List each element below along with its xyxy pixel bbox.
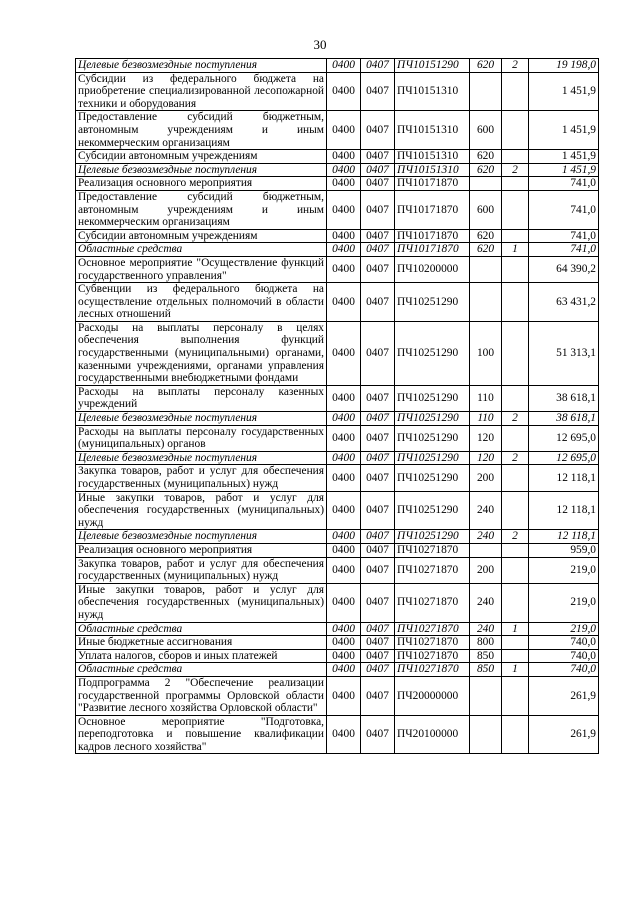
- ministry-code-cell: 0400: [327, 715, 361, 754]
- funding-source-cell: [502, 321, 529, 385]
- expense-type-cell: 120: [470, 425, 502, 451]
- ministry-code-cell: 0400: [327, 59, 361, 73]
- expense-type-cell: [470, 715, 502, 754]
- target-article-cell: ПЧ10271870: [395, 636, 470, 650]
- table-row: [76, 163, 599, 177]
- target-article-cell: ПЧ10271870: [395, 583, 470, 622]
- ministry-code-cell: 0400: [327, 190, 361, 229]
- funding-source-cell: [502, 177, 529, 191]
- item-name-cell: Расходы на выплаты персоналу казенных учреждений: [76, 385, 327, 411]
- funding-source-cell: [502, 150, 529, 164]
- target-article-cell: ПЧ10251290: [395, 465, 470, 491]
- amount-cell: 51 313,1: [529, 321, 599, 385]
- expense-type-cell: 100: [470, 321, 502, 385]
- funding-source-cell: [502, 557, 529, 583]
- funding-source-cell: 1: [502, 663, 529, 677]
- amount-cell: 261,9: [529, 715, 599, 754]
- amount-cell: 12 695,0: [529, 425, 599, 451]
- table-row: [76, 321, 599, 385]
- item-name-cell: Целевые безвозмездные поступления: [76, 530, 327, 544]
- table-row: [76, 243, 599, 257]
- ministry-code-cell: 0400: [327, 636, 361, 650]
- amount-cell: 1 451,9: [529, 111, 599, 150]
- ministry-code-cell: 0400: [327, 583, 361, 622]
- expense-type-cell: 620: [470, 243, 502, 257]
- ministry-code-cell: 0400: [327, 465, 361, 491]
- item-name-cell: Иные бюджетные ассигнования: [76, 636, 327, 650]
- item-name-cell: Целевые безвозмездные поступления: [76, 163, 327, 177]
- table-row: [76, 663, 599, 677]
- funding-source-cell: [502, 256, 529, 282]
- funding-source-cell: [502, 543, 529, 557]
- expense-type-cell: 850: [470, 663, 502, 677]
- expense-type-cell: [470, 72, 502, 111]
- expense-type-cell: 240: [470, 491, 502, 530]
- funding-source-cell: [502, 72, 529, 111]
- section-code-cell: 0407: [361, 163, 395, 177]
- section-code-cell: 0407: [361, 583, 395, 622]
- ministry-code-cell: 0400: [327, 163, 361, 177]
- item-name-cell: Основное мероприятие "Подготовка, переподготовка и повышение квалификации кадров лесного хозяйства": [76, 715, 327, 754]
- ministry-code-cell: 0400: [327, 491, 361, 530]
- target-article-cell: ПЧ10151290: [395, 59, 470, 73]
- section-code-cell: 0407: [361, 111, 395, 150]
- amount-cell: 740,0: [529, 636, 599, 650]
- item-name-cell: Предоставление субсидий бюджетным, автономным учреждениям и иным некоммерческим организациям: [76, 111, 327, 150]
- expense-type-cell: 850: [470, 649, 502, 663]
- target-article-cell: ПЧ20100000: [395, 715, 470, 754]
- ministry-code-cell: 0400: [327, 451, 361, 465]
- expense-type-cell: [470, 177, 502, 191]
- table-row: [76, 177, 599, 191]
- section-code-cell: 0407: [361, 283, 395, 322]
- funding-source-cell: 2: [502, 163, 529, 177]
- table-row: [76, 557, 599, 583]
- expense-type-cell: 240: [470, 583, 502, 622]
- target-article-cell: ПЧ10271870: [395, 557, 470, 583]
- table-row: [76, 256, 599, 282]
- amount-cell: 741,0: [529, 190, 599, 229]
- target-article-cell: ПЧ10271870: [395, 649, 470, 663]
- section-code-cell: 0407: [361, 425, 395, 451]
- section-code-cell: 0407: [361, 715, 395, 754]
- budget-rows: [76, 59, 599, 754]
- table-row: [76, 150, 599, 164]
- ministry-code-cell: 0400: [327, 150, 361, 164]
- item-name-cell: Областные средства: [76, 622, 327, 636]
- section-code-cell: 0407: [361, 229, 395, 243]
- section-code-cell: 0407: [361, 385, 395, 411]
- funding-source-cell: [502, 636, 529, 650]
- amount-cell: 741,0: [529, 243, 599, 257]
- table-row: [76, 425, 599, 451]
- item-name-cell: Подпрограмма 2 "Обеспечение реализации государственной программы Орловской области "Развитие лесного хозяйства Орловской области": [76, 676, 327, 715]
- page-number: 30: [313, 37, 327, 52]
- target-article-cell: ПЧ10271870: [395, 622, 470, 636]
- amount-cell: 1 451,9: [529, 163, 599, 177]
- amount-cell: 12 118,1: [529, 530, 599, 544]
- amount-cell: 64 390,2: [529, 256, 599, 282]
- expense-type-cell: 200: [470, 557, 502, 583]
- funding-source-cell: 2: [502, 59, 529, 73]
- amount-cell: 38 618,1: [529, 385, 599, 411]
- table-row: [76, 412, 599, 426]
- section-code-cell: 0407: [361, 557, 395, 583]
- target-article-cell: ПЧ10171870: [395, 177, 470, 191]
- amount-cell: 38 618,1: [529, 412, 599, 426]
- section-code-cell: 0407: [361, 150, 395, 164]
- budget-table: [75, 58, 599, 754]
- table-row: [76, 283, 599, 322]
- section-code-cell: 0407: [361, 190, 395, 229]
- section-code-cell: 0407: [361, 543, 395, 557]
- funding-source-cell: [502, 425, 529, 451]
- amount-cell: 19 198,0: [529, 59, 599, 73]
- section-code-cell: 0407: [361, 72, 395, 111]
- target-article-cell: ПЧ10271870: [395, 543, 470, 557]
- ministry-code-cell: 0400: [327, 256, 361, 282]
- section-code-cell: 0407: [361, 530, 395, 544]
- ministry-code-cell: 0400: [327, 177, 361, 191]
- amount-cell: 741,0: [529, 177, 599, 191]
- funding-source-cell: 2: [502, 530, 529, 544]
- target-article-cell: ПЧ10251290: [395, 491, 470, 530]
- table-row: [76, 229, 599, 243]
- section-code-cell: 0407: [361, 321, 395, 385]
- ministry-code-cell: 0400: [327, 229, 361, 243]
- ministry-code-cell: 0400: [327, 676, 361, 715]
- ministry-code-cell: 0400: [327, 663, 361, 677]
- item-name-cell: Расходы на выплаты персоналу в целях обеспечения выполнения функций государственными (муниципальными) органами, казенными учреждениями, органами управления государственными внебюджетными фондами: [76, 321, 327, 385]
- item-name-cell: Иные закупки товаров, работ и услуг для обеспечения государственных (муниципальных) нужд: [76, 491, 327, 530]
- expense-type-cell: 240: [470, 622, 502, 636]
- target-article-cell: ПЧ20000000: [395, 676, 470, 715]
- table-row: [76, 676, 599, 715]
- ministry-code-cell: 0400: [327, 530, 361, 544]
- expense-type-cell: [470, 543, 502, 557]
- funding-source-cell: [502, 649, 529, 663]
- target-article-cell: ПЧ10251290: [395, 283, 470, 322]
- table-row: [76, 451, 599, 465]
- target-article-cell: ПЧ10171870: [395, 229, 470, 243]
- table-row: [76, 465, 599, 491]
- amount-cell: 1 451,9: [529, 72, 599, 111]
- funding-source-cell: 1: [502, 622, 529, 636]
- target-article-cell: ПЧ10151310: [395, 150, 470, 164]
- table-row: [76, 649, 599, 663]
- table-row: [76, 530, 599, 544]
- ministry-code-cell: 0400: [327, 622, 361, 636]
- ministry-code-cell: 0400: [327, 412, 361, 426]
- section-code-cell: 0407: [361, 256, 395, 282]
- section-code-cell: 0407: [361, 663, 395, 677]
- target-article-cell: ПЧ10151310: [395, 72, 470, 111]
- table-row: [76, 491, 599, 530]
- amount-cell: 219,0: [529, 557, 599, 583]
- expense-type-cell: 800: [470, 636, 502, 650]
- item-name-cell: Субсидии автономным учреждениям: [76, 150, 327, 164]
- item-name-cell: Закупка товаров, работ и услуг для обеспечения государственных (муниципальных) нужд: [76, 465, 327, 491]
- ministry-code-cell: 0400: [327, 557, 361, 583]
- expense-type-cell: 620: [470, 150, 502, 164]
- target-article-cell: ПЧ10271870: [395, 663, 470, 677]
- item-name-cell: Уплата налогов, сборов и иных платежей: [76, 649, 327, 663]
- item-name-cell: Предоставление субсидий бюджетным, автономным учреждениям и иным некоммерческим организациям: [76, 190, 327, 229]
- expense-type-cell: 620: [470, 59, 502, 73]
- ministry-code-cell: 0400: [327, 111, 361, 150]
- item-name-cell: Целевые безвозмездные поступления: [76, 412, 327, 426]
- table-row: [76, 59, 599, 73]
- target-article-cell: ПЧ10151310: [395, 163, 470, 177]
- amount-cell: 959,0: [529, 543, 599, 557]
- table-row: [76, 385, 599, 411]
- amount-cell: 1 451,9: [529, 150, 599, 164]
- funding-source-cell: 2: [502, 412, 529, 426]
- table-row: [76, 190, 599, 229]
- amount-cell: 740,0: [529, 663, 599, 677]
- amount-cell: 261,9: [529, 676, 599, 715]
- section-code-cell: 0407: [361, 59, 395, 73]
- item-name-cell: Расходы на выплаты персоналу государственных (муниципальных) органов: [76, 425, 327, 451]
- target-article-cell: ПЧ10251290: [395, 321, 470, 385]
- funding-source-cell: [502, 491, 529, 530]
- item-name-cell: Областные средства: [76, 243, 327, 257]
- item-name-cell: Иные закупки товаров, работ и услуг для обеспечения государственных (муниципальных) нужд: [76, 583, 327, 622]
- ministry-code-cell: 0400: [327, 543, 361, 557]
- item-name-cell: Закупка товаров, работ и услуг для обеспечения государственных (муниципальных) нужд: [76, 557, 327, 583]
- table-row: [76, 715, 599, 754]
- target-article-cell: ПЧ10171870: [395, 243, 470, 257]
- item-name-cell: Целевые безвозмездные поступления: [76, 451, 327, 465]
- section-code-cell: 0407: [361, 491, 395, 530]
- item-name-cell: Областные средства: [76, 663, 327, 677]
- table-row: [76, 622, 599, 636]
- ministry-code-cell: 0400: [327, 385, 361, 411]
- item-name-cell: Реализация основного мероприятия: [76, 543, 327, 557]
- item-name-cell: Субсидии из федерального бюджета на приобретение специализированной лесопожарной техники и оборудования: [76, 72, 327, 111]
- section-code-cell: 0407: [361, 649, 395, 663]
- amount-cell: 741,0: [529, 229, 599, 243]
- ministry-code-cell: 0400: [327, 243, 361, 257]
- item-name-cell: Субвенции из федерального бюджета на осуществление отдельных полномочий в области лесных отношений: [76, 283, 327, 322]
- amount-cell: 12 118,1: [529, 465, 599, 491]
- funding-source-cell: 1: [502, 243, 529, 257]
- funding-source-cell: [502, 465, 529, 491]
- target-article-cell: ПЧ10251290: [395, 451, 470, 465]
- expense-type-cell: 200: [470, 465, 502, 491]
- amount-cell: 219,0: [529, 622, 599, 636]
- funding-source-cell: [502, 229, 529, 243]
- section-code-cell: 0407: [361, 465, 395, 491]
- amount-cell: 219,0: [529, 583, 599, 622]
- section-code-cell: 0407: [361, 177, 395, 191]
- table-row: [76, 636, 599, 650]
- section-code-cell: 0407: [361, 243, 395, 257]
- target-article-cell: ПЧ10251290: [395, 425, 470, 451]
- expense-type-cell: 120: [470, 451, 502, 465]
- section-code-cell: 0407: [361, 622, 395, 636]
- item-name-cell: Основное мероприятие "Осуществление функций государственного управления": [76, 256, 327, 282]
- ministry-code-cell: 0400: [327, 649, 361, 663]
- item-name-cell: Субсидии автономным учреждениям: [76, 229, 327, 243]
- funding-source-cell: [502, 190, 529, 229]
- funding-source-cell: [502, 385, 529, 411]
- item-name-cell: Целевые безвозмездные поступления: [76, 59, 327, 73]
- expense-type-cell: 600: [470, 190, 502, 229]
- target-article-cell: ПЧ10251290: [395, 530, 470, 544]
- expense-type-cell: 110: [470, 412, 502, 426]
- expense-type-cell: [470, 256, 502, 282]
- section-code-cell: 0407: [361, 451, 395, 465]
- expense-type-cell: [470, 676, 502, 715]
- target-article-cell: ПЧ10251290: [395, 412, 470, 426]
- expense-type-cell: 620: [470, 229, 502, 243]
- amount-cell: 740,0: [529, 649, 599, 663]
- section-code-cell: 0407: [361, 412, 395, 426]
- item-name-cell: Реализация основного мероприятия: [76, 177, 327, 191]
- section-code-cell: 0407: [361, 676, 395, 715]
- expense-type-cell: 240: [470, 530, 502, 544]
- ministry-code-cell: 0400: [327, 321, 361, 385]
- table-row: [76, 543, 599, 557]
- target-article-cell: ПЧ10200000: [395, 256, 470, 282]
- target-article-cell: ПЧ10251290: [395, 385, 470, 411]
- target-article-cell: ПЧ10151310: [395, 111, 470, 150]
- funding-source-cell: [502, 583, 529, 622]
- funding-source-cell: [502, 715, 529, 754]
- funding-source-cell: [502, 283, 529, 322]
- expense-type-cell: 110: [470, 385, 502, 411]
- funding-source-cell: [502, 676, 529, 715]
- table-row: [76, 72, 599, 111]
- section-code-cell: 0407: [361, 636, 395, 650]
- amount-cell: 12 118,1: [529, 491, 599, 530]
- amount-cell: 63 431,2: [529, 283, 599, 322]
- amount-cell: 12 695,0: [529, 451, 599, 465]
- expense-type-cell: 600: [470, 111, 502, 150]
- funding-source-cell: 2: [502, 451, 529, 465]
- ministry-code-cell: 0400: [327, 425, 361, 451]
- funding-source-cell: [502, 111, 529, 150]
- table-row: [76, 583, 599, 622]
- expense-type-cell: 620: [470, 163, 502, 177]
- table-row: [76, 111, 599, 150]
- expense-type-cell: [470, 283, 502, 322]
- ministry-code-cell: 0400: [327, 283, 361, 322]
- ministry-code-cell: 0400: [327, 72, 361, 111]
- target-article-cell: ПЧ10171870: [395, 190, 470, 229]
